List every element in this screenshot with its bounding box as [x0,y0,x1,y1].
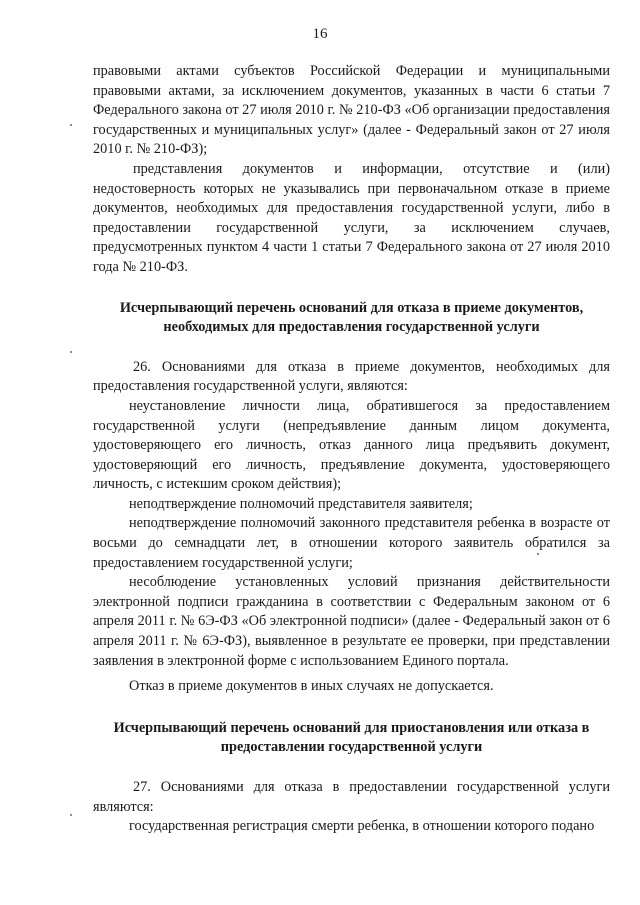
section-heading: Исчерпывающий перечень оснований для приостановления или отказа в предоставлении государственной услуги [113,719,590,756]
section-heading: Исчерпывающий перечень оснований для отказа в приеме документов, необходимых для предоставления государственной услуги [119,299,584,336]
document-body [93,62,610,837]
scan-speck [70,351,72,353]
scan-speck [70,124,72,126]
paragraph: Отказ в приеме документов в иных случаях не допускается. [129,678,494,695]
paragraph: 27. Основаниями для отказа в предоставлении государственной услуги являются: [93,779,610,815]
paragraph: несоблюдение установленных условий признания действительности электронной подписи гражданина в соответствии с Федеральным законом от 6 апреля 2011 г. № 6Э-ФЗ «Об электронной подписи» (далее - Федеральный закон от 6 апреля 2011 г. № 6Э-ФЗ), выявленное в результате ее проверки, при представлении заявления в электронной форме с использованием Единого портала. [93,574,610,669]
paragraph: неподтверждение полномочий законного представителя ребенка в возрасте от восьми до семнадцати лет, в отношении которого заявитель обратился за предоставлением государственной услуги; [93,515,610,571]
page-number: 16 [312,26,328,42]
paragraph: государственная регистрация смерти ребенка, в отношении которого подано [129,818,595,835]
paragraph: представления документов и информации, отсутствие и (или) недостоверность которых не указывались при первоначальном отказе в приеме документов, необходимых для предоставления государственной услуги, либо в предоставлении государственной услуги, за исключением случаев, предусмотренных пунктом 4 части 1 статьи 7 Федерального закона от 27 июля 2010 года № 210-ФЗ. [93,160,610,275]
paragraph: 26. Основаниями для отказа в приеме документов, необходимых для предоставления государственной услуги, являются: [93,358,610,395]
scan-speck [70,814,72,816]
paragraph: неустановление личности лица, обратившегося за предоставлением государственной услуги (непредъявление данным лицом документа, удостоверяющего его личность, отказ данного лица предъявить документ, удостоверяющий его личность, предъявление документа, удостоверяющего личность, с истекшим сроком действия); [93,397,610,493]
paragraph: неподтверждение полномочий представителя заявителя; [129,495,473,512]
paragraph: правовыми актами субъектов Российской Федерации и муниципальными правовыми актами, за исключением документов, указанных в части 6 статьи 7 Федерального закона от 27 июля 2010 г. № 210-ФЗ «Об организации предоставления государственных и муниципальных услуг» (далее - Федеральный закон от 27 июля 2010 г. № 210-ФЗ); [93,63,610,158]
